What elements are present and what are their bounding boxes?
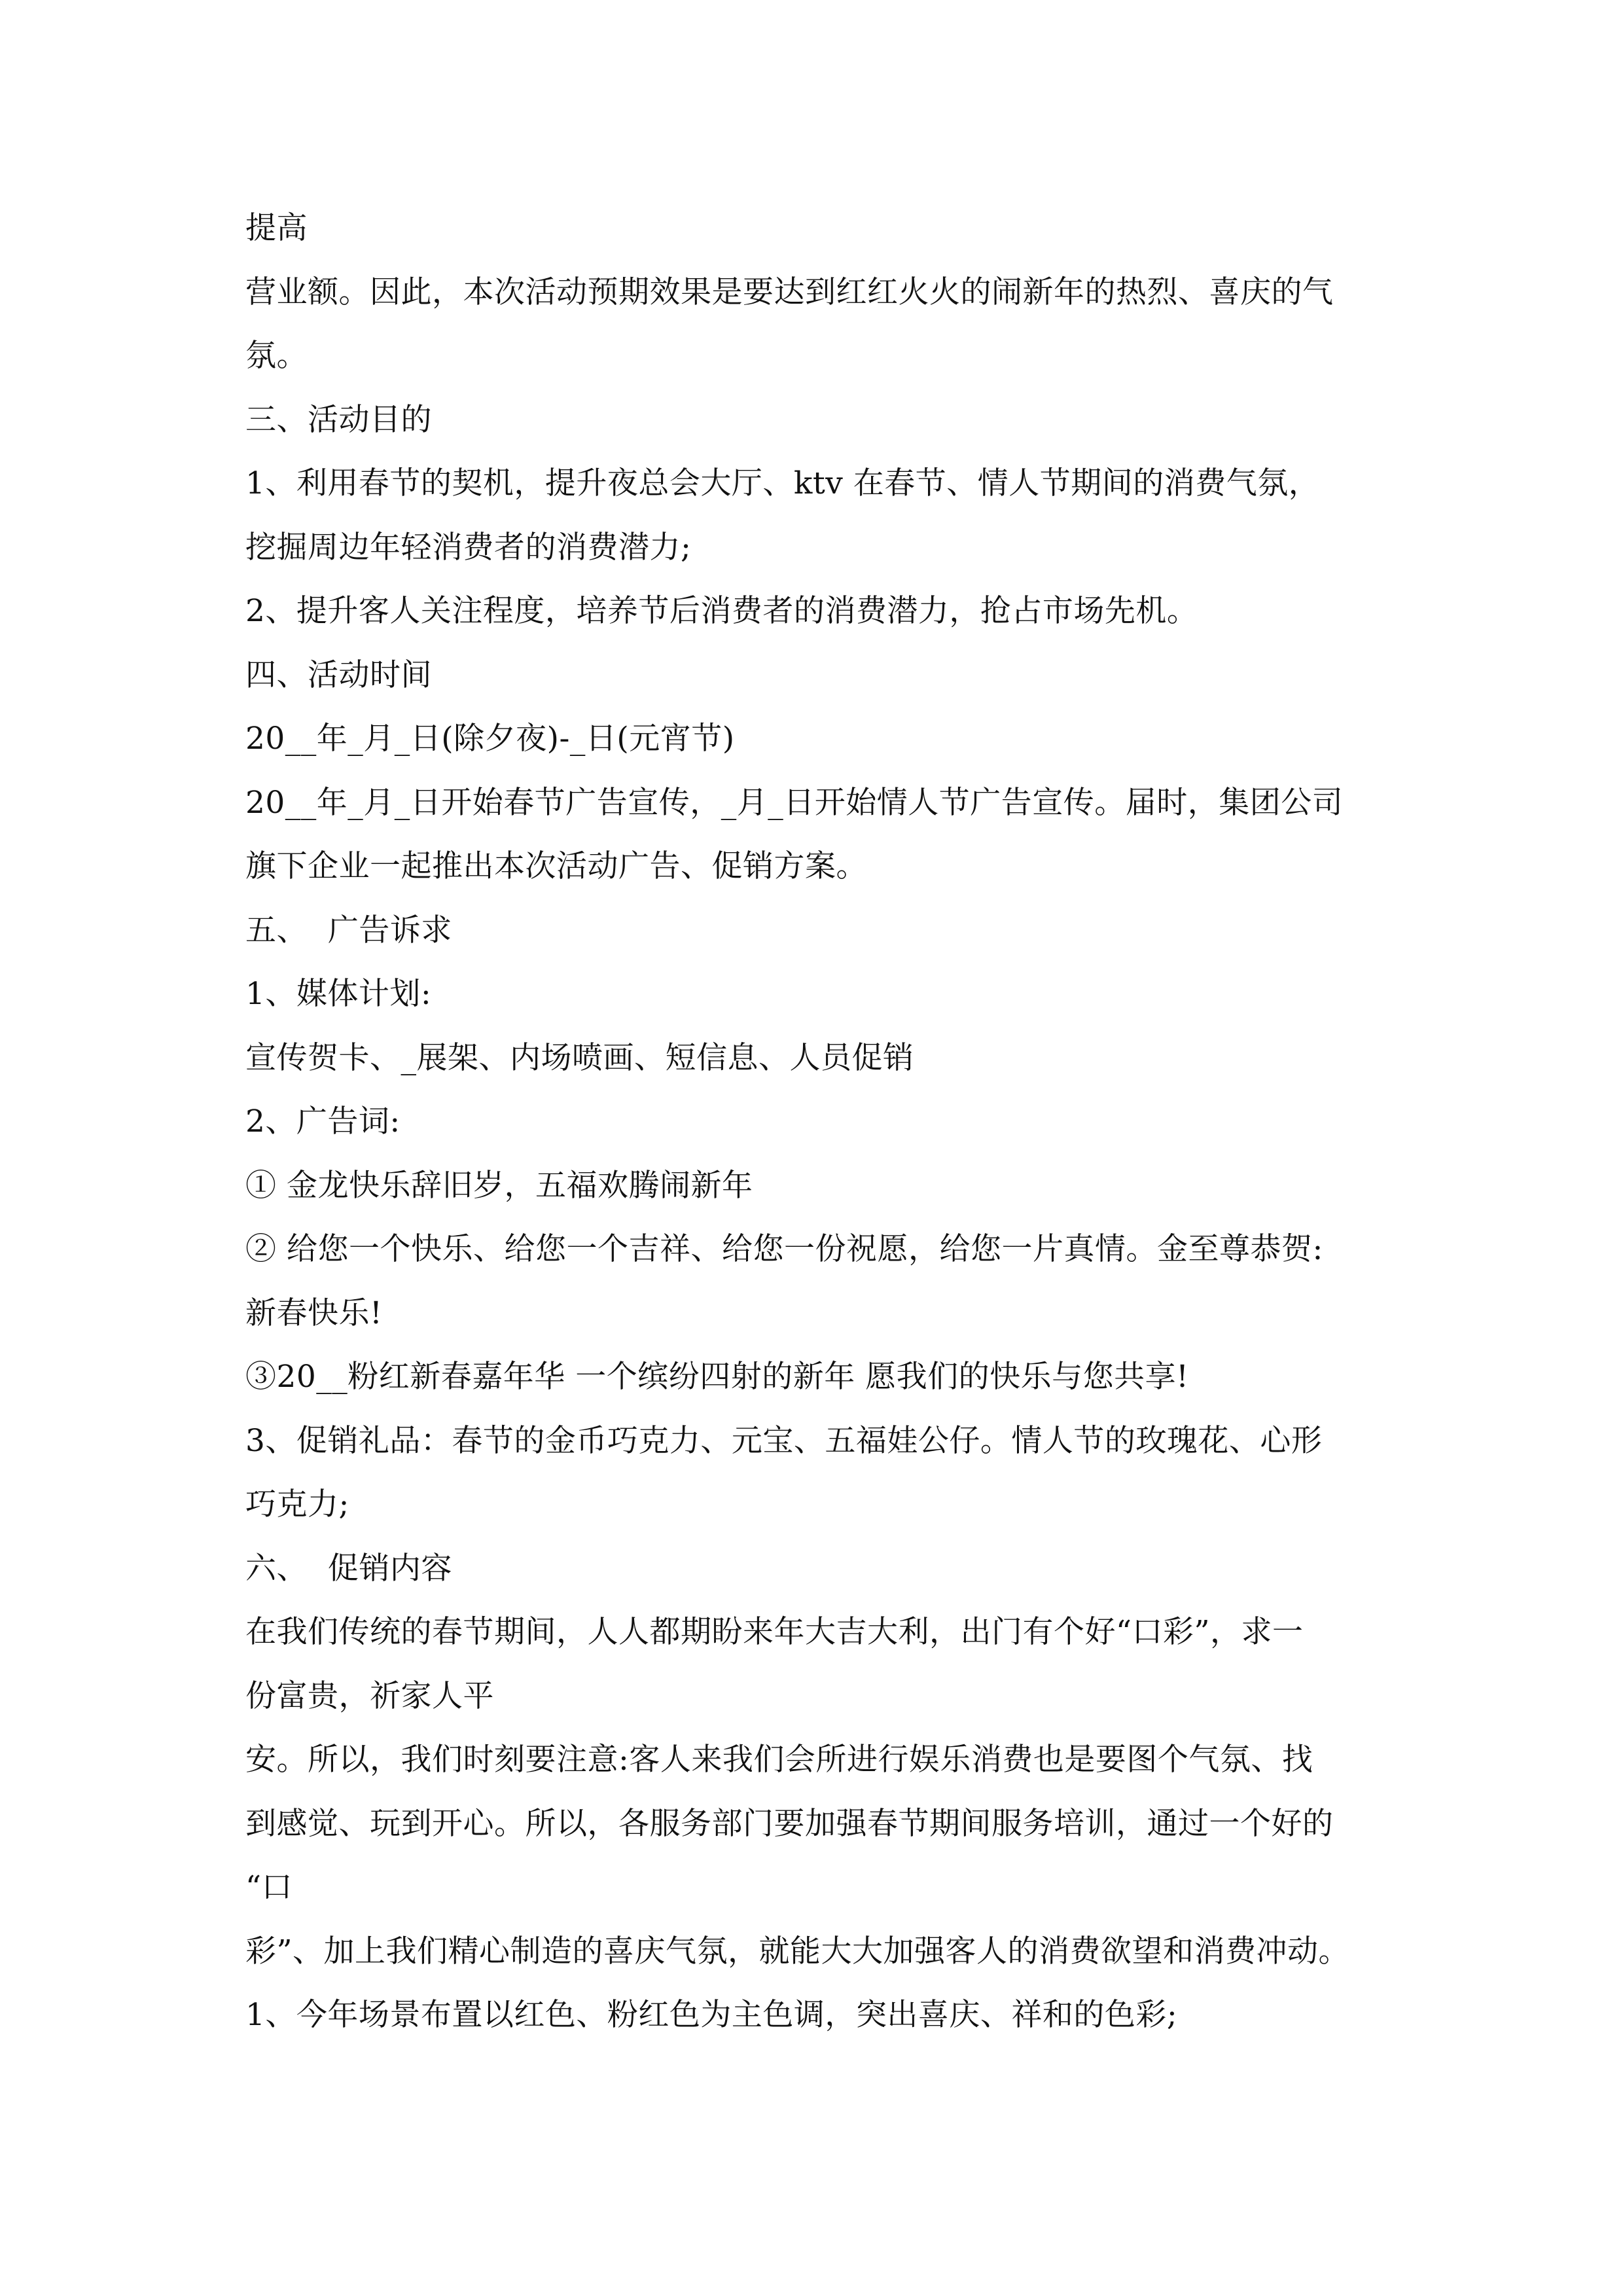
section-heading: 六、 促销内容 — [245, 1550, 452, 1587]
text-line: 旗下企业一起推出本次活动广告、促销方案。 — [245, 848, 867, 884]
text-line: 挖掘周边年轻消费者的消费潜力; — [245, 529, 692, 565]
text-line: 宣传贺卡、_展架、内场喷画、短信息、人员促销 — [245, 1039, 914, 1076]
text-line: 1、今年场景布置以红色、粉红色为主色调，突出喜庆、祥和的色彩; — [245, 1997, 1178, 2033]
text-line: 安。所以，我们时刻要注意:客人来我们会所进行娱乐消费也是要图个气氛、找 — [245, 1742, 1313, 1778]
text-line: 20__年_月_日开始春节广告宣传，_月_日开始情人节广告宣传。届时，集团公司 — [245, 784, 1344, 821]
text-line: 份富贵，祈家人平 — [245, 1677, 494, 1714]
text-line: 到感觉、玩到开心。所以，各服务部门要加强春节期间服务培训，通过一个好的 — [245, 1805, 1334, 1842]
text-line: “口 — [245, 1869, 293, 1905]
document-body — [245, 196, 1397, 2047]
text-line: 3、促销礼品：春节的金币巧克力、元宝、五福娃公仔。情人节的玫瑰花、心形 — [245, 1422, 1323, 1459]
text-line: 提高 — [245, 210, 308, 246]
text-line: 2、广告词: — [245, 1103, 401, 1139]
section-heading: 四、活动时间 — [245, 656, 432, 693]
section-heading: 五、 广告诉求 — [245, 912, 452, 948]
text-line: ② 给您一个快乐、给您一个吉祥、给您一份祝愿，给您一片真情。金至尊恭贺: — [245, 1231, 1323, 1267]
text-line: 新春快乐! — [245, 1295, 383, 1331]
text-line: 巧克力; — [245, 1486, 349, 1522]
text-line: ① 金龙快乐辞旧岁，五福欢腾闹新年 — [245, 1167, 753, 1204]
text-line: 彩”、加上我们精心制造的喜庆气氛，就能大大加强客人的消费欲望和消费冲动。 — [245, 1933, 1350, 1969]
text-line: 在我们传统的春节期间，人人都期盼来年大吉大利，出门有个好“口彩”，求一 — [245, 1614, 1304, 1650]
text-line: ③20__粉红新春嘉年华 一个缤纷四射的新年 愿我们的快乐与您共享! — [245, 1359, 1189, 1395]
text-line: 营业额。因此，本次活动预期效果是要达到红红火火的闹新年的热烈、喜庆的气 — [245, 274, 1334, 310]
text-line: 20__年_月_日(除夕夜)-_日(元宵节) — [245, 721, 735, 757]
text-line: 1、媒体计划: — [245, 976, 432, 1012]
text-line: 2、提升客人关注程度，培养节后消费者的消费潜力，抢占市场先机。 — [245, 593, 1198, 629]
section-heading: 三、活动目的 — [245, 401, 432, 438]
text-line: 1、利用春节的契机，提升夜总会大厅、ktv 在春节、情人节期间的消费气氛， — [245, 465, 1320, 501]
text-line: 氛。 — [245, 338, 308, 374]
